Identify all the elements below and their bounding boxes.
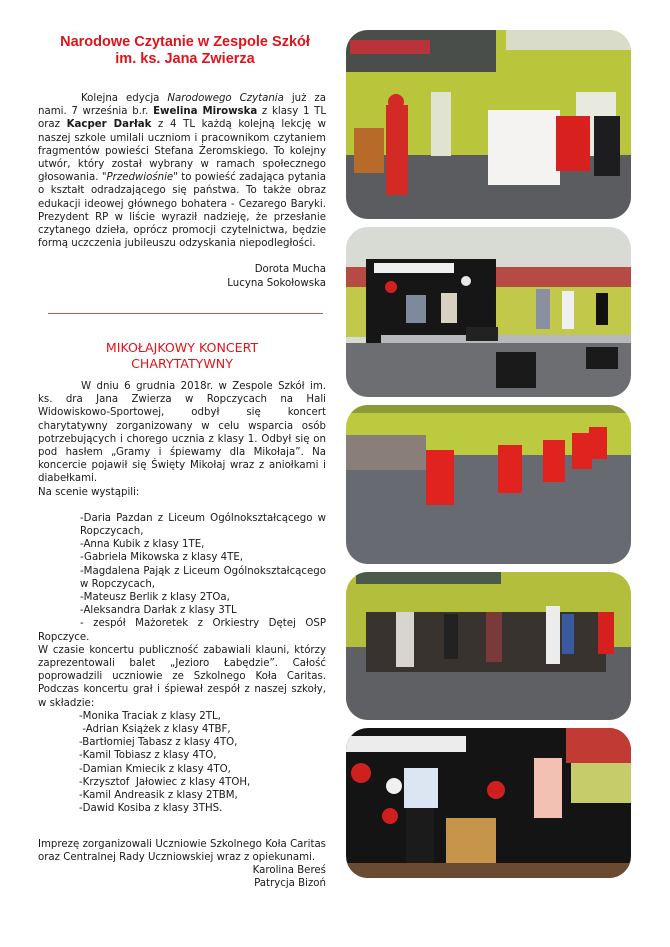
article1-text-segment: z klasy 1 TL oraz [38,106,327,131]
article1-signature-1: Dorota Mucha [254,264,326,276]
article2-title [38,340,326,372]
article1-title-line1: Narodowe Czytanie w Zespole Szkół [60,34,310,50]
article1-text-segment: Przedwiośnie [106,172,174,184]
photo-violin-singer [346,728,631,878]
band-member: -Monika Traciak z klasy 2TL, [79,710,221,722]
photo-band-stage [346,227,631,397]
section-divider [48,313,323,314]
band-member: -Damian Kmiecik z klasy 4TO, [79,763,231,775]
article1-body [38,92,326,290]
article2-body [38,380,326,890]
article2-signature-2: Patrycja Bizoń [254,878,326,890]
article1-text-segment: z 4 TL każdą kolejną lekcję w naszej szkole umilali uczniom i pracownikom czytaniem fragmentów powieści Stefana Żeromskiego. To kolejny utwór, który został wybrany w ramach społecznego głosowania. " [38,119,327,184]
article1-signature-2: Lucyna Sokołowska [227,277,326,289]
performer-item: -Gabriela Mikowska z klasy 4TE, [80,552,243,564]
band-list [38,710,326,816]
photo-dancing-crowd [346,572,631,720]
article1-text-segment: " to powieść zadająca pytania o kształt odradzającego się państwa. To także obraz edukacji ideowej głównego bohatera - Cezarego Baryki. Prezydent RP w liście wyraził nadzieję, że przesłanie czytanego dzieła, oprócz promocji czytelnictwa, będzie formą uczczenia jubileuszu odzyskania niepodległości. [38,172,326,250]
article2-signature-1: Karolina Bereś [252,864,326,876]
performer-item: -Mateusz Berlik z klasy 2TOa, [80,592,230,604]
performers-list [38,512,326,644]
performer-item-majorettes: - zespół Mażoretek z Orkiestry Dętej OSP Ropczyce. [38,618,326,643]
article1-text-segment: Kolejna edycja [81,93,168,104]
band-member: -Kamil Andreasik z klasy 2TBM, [79,790,238,802]
performer-item: -Anna Kubik z klasy 1TE, [80,539,205,551]
article1-text-segment: Kacper Darłak [66,119,152,131]
article1-paragraph [38,92,326,250]
article2-title-line1: MIKOŁAJKOWY KONCERT [105,340,259,355]
article2-title-line2: CHARYTATYWNY [131,356,233,371]
band-member: -Bartłomiej Tabasz z klasy 4TO, [79,737,238,749]
band-member: -Kamil Tobiasz z klasy 4TO, [79,750,217,762]
article1-text-segment: Narodowego Czytania [167,93,284,104]
band-member: -Krzysztof Jałowiec z klasy 4TOH, [79,776,251,788]
article1-text-segment: już za nami. 7 września b.r. [38,93,327,118]
article1-text-segment: Ewelina Mirowska [153,106,258,118]
photo-majorettes [346,405,631,564]
band-member: -Adrian Książek z klasy 4TBF, [79,724,231,736]
article1-title-line2: im. ks. Jana Zwierza [115,51,255,67]
article2-closing: Imprezę zorganizowali Uczniowie Szkolnego Koła Caritas oraz Centralnej Rady Uczniowskiej wraz z opiekunami. [38,838,326,863]
performer-item: -Daria Pazdan z Liceum Ogólnokształcącego w Ropczycach, [80,512,326,538]
photo-santa-angels [346,30,631,219]
performer-item: -Magdalena Pająk z Liceum Ogólnokształcącego w Ropczycach, [80,565,326,590]
article1-title [30,34,340,68]
band-member: -Dawid Kosiba z klasy 3THS. [79,803,223,815]
performers-heading: Na scenie wystąpili: [38,486,140,498]
article2-intro: W dniu 6 grudnia 2018r. w Zespole Szkół im. ks. dra Jana Zwierza w Ropczycach na Hali Widowiskowo-Sportowej, odbył się koncert charytatywny zorganizowany w celu wsparcia osób potrzebujących i chorego ucznia z klasy 1. Odbył się on pod hasłem „Gramy i śpiewamy dla Mikołaja”. Na koncercie pojawił się Święty Mikołaj wraz z aniołkami i diabełkami. [38,381,326,485]
performer-item: -Aleksandra Darłak z klasy 3TL [80,605,237,617]
article2-middle: W czasie koncertu publiczność zabawiali klauni, którzy zaprezentowali balet „Jezioro Łabędzie”. Całość poprowadzili uczniowie ze Szkolnego Koła Caritas. Podczas koncertu grał i śpiewał zespół z naszej szkoły, w składzie: [38,644,326,709]
